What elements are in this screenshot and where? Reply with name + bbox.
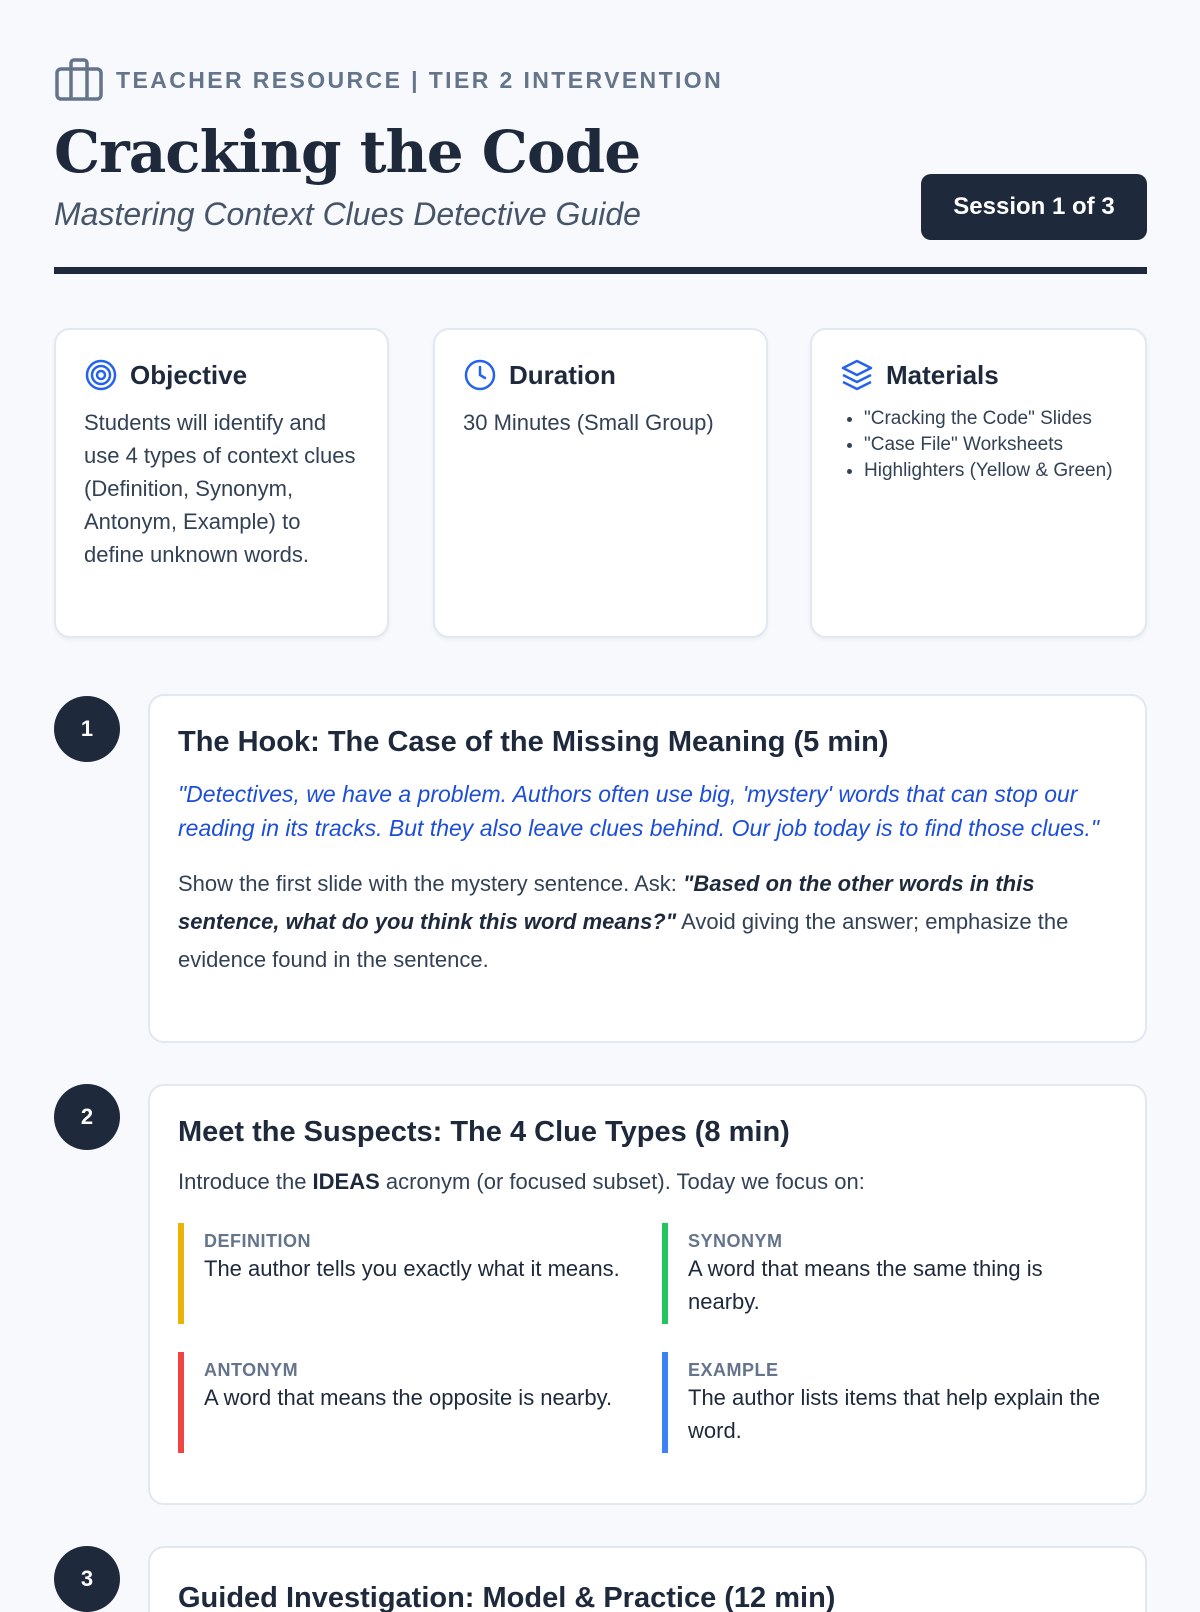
header-divider — [54, 267, 1147, 274]
clue-definition — [178, 1223, 636, 1324]
step-intro: Introduce the IDEAS acronym (or focused subset). Today we focus on: — [178, 1169, 865, 1194]
clue-description: A word that means the opposite is nearby. — [204, 1385, 613, 1410]
layers-icon — [840, 358, 874, 392]
list-item: • "Case File" Worksheets — [864, 432, 1117, 458]
objective-title: Objective — [130, 359, 248, 390]
clue-label: SYNONYM — [688, 1231, 783, 1251]
clue-synonym — [662, 1223, 1120, 1324]
duration-text: 30 Minutes (Small Group) — [463, 410, 714, 435]
clock-icon — [463, 358, 497, 392]
step-number: 3 — [54, 1546, 120, 1612]
clue-label: EXAMPLE — [688, 1360, 779, 1380]
duration-title: Duration — [509, 359, 616, 390]
clue-example — [662, 1352, 1120, 1453]
materials-list — [840, 406, 1117, 484]
clue-antonym — [178, 1352, 636, 1453]
materials-card — [810, 328, 1147, 638]
briefcase-icon — [54, 58, 104, 102]
step-title: The Hook: The Case of the Missing Meaning (5 min) — [178, 726, 889, 758]
teacher-script-quote: "Detectives, we have a problem. Authors often use big, 'mystery' words that can stop our reading in its tracks. But they also leave clues behind. Our job today is to find those clues." — [178, 781, 1099, 841]
clue-description: The author tells you exactly what it means. — [204, 1256, 620, 1281]
target-icon — [84, 358, 118, 392]
objective-text: Students will identify and use 4 types of context clues (Definition, Synonym, Antonym, Example) to define unknown words. — [84, 410, 356, 567]
step-title: Meet the Suspects: The 4 Clue Types (8 min) — [178, 1116, 790, 1148]
step-card-clue-types — [148, 1084, 1147, 1505]
step-number: 1 — [54, 696, 120, 762]
list-item: • "Cracking the Code" Slides — [864, 406, 1117, 432]
eyebrow — [54, 58, 723, 102]
page-subtitle: Mastering Context Clues Detective Guide — [54, 196, 641, 232]
materials-title: Materials — [886, 359, 999, 390]
session-badge: Session 1 of 3 — [921, 174, 1147, 240]
eyebrow-text: TEACHER RESOURCE | TIER 2 INTERVENTION — [116, 66, 724, 93]
step-instructions: Show the first slide with the mystery sentence. Ask: "Based on the other words in this sentence, what do you think this word means?" Avoid giving the answer; emphasize the evidence found in the sentence. — [178, 871, 1069, 972]
clue-description: The author lists items that help explain the word. — [688, 1385, 1101, 1443]
clue-types-grid — [178, 1223, 1117, 1453]
step-number: 2 — [54, 1084, 120, 1150]
list-item: • Highlighters (Yellow & Green) — [864, 458, 1117, 484]
clue-label: DEFINITION — [204, 1231, 311, 1251]
objective-card — [54, 328, 389, 638]
step-title: Guided Investigation: Model & Practice (12 min) — [178, 1582, 836, 1612]
page-title: Cracking the Code — [54, 118, 641, 186]
clue-label: ANTONYM — [204, 1360, 299, 1380]
step-card-hook — [148, 694, 1147, 1043]
step-card-guided — [148, 1546, 1147, 1612]
clue-description: A word that means the same thing is nearby. — [688, 1256, 1043, 1314]
duration-card — [433, 328, 768, 638]
